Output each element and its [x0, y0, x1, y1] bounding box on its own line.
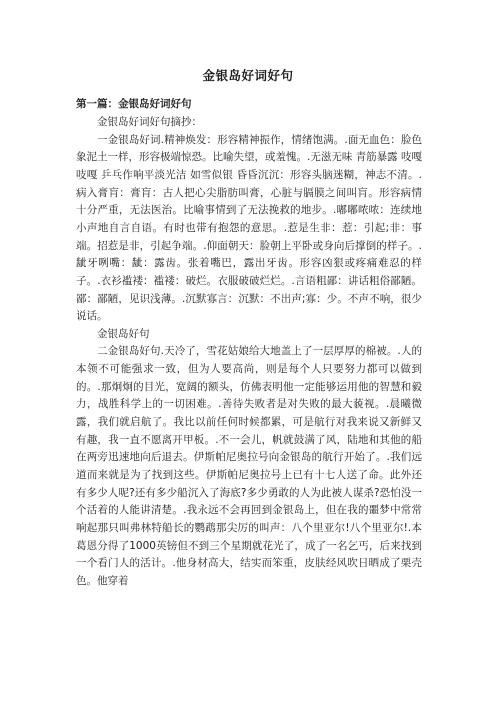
document-body — [76, 95, 422, 591]
words-paragraph: 一金银岛好词.精神焕发：形容精神振作，情绪饱满。.面无血色：脸色象泥土一样，形容极端惊恐。比喻失望，或羞愧。.无滋无味 青筋暴露 吱嘎吱嘎 乒乓作响平淡光洁 如雪似银 昏昏沉沉：形容头脑迷糊，神志不清。.病入膏肓：膏肓：古人把心尖脂肪叫膏，心脏与膈膜之间叫肓。形容病情十分严重，无法医治。比喻事情到了无法挽救的地步。.嘟嘟哝哝：连续地小声地自言自语。有时也带有抱怨的意思。.惹是生非：惹：引起;非：事端。招惹是非，引起争端。.仰面朝天：脸朝上平卧或身向后撑倒的样子。.龇牙咧嘴：龇：露齿。张着嘴巴，露出牙齿。形容凶狠或疼痛难忍的样子。.衣衫褴褛：褴褛：破烂。衣服破破烂烂。.言语粗鄙：讲话粗俗鄙陋。鄙：鄙陋，见识浅薄。.沉默寡言：沉默：不出声;寡：少。不声不响，很少说话。 — [76, 133, 423, 323]
sentences-subheading: 金银岛好句 — [97, 327, 150, 340]
section-heading: 第一篇：金银岛好词好句 — [76, 98, 192, 110]
section-subheading: 金银岛好词好句摘抄： — [97, 116, 202, 128]
document-title: 金银岛好词好句 — [202, 68, 294, 83]
sentences-paragraph: 二金银岛好句.天冷了，雪花姑娘给大地盖上了一层厚厚的棉被。.人的本领不可能强求一致，但为人要高尚，则是每个人只要努力都可以做到的。.那炯炯的目光，宽阔的额头，仿佛表明他一定能够运用他的智慧和毅力，战胜科学上的一切困难。.善待失败者是对失败的最大藐视。.晨曦微露，我们就启航了。我比以前任何时候都累，可是航行对我来说又新鲜又有趣，我一直不愿离开甲板。.不一会儿，帆就鼓满了风，陆地和其他的船在两旁迅速地向后退去。伊斯帕尼奥拉号向金银岛的航行开始了。.我们远道而来就是为了找到这些。伊斯帕尼奥拉号上已有十七人送了命。此外还有多少人呢?还有多少船沉入了海底?多少勇敢的人为此被人谋杀?恐怕没一个活着的人能讲清楚。.我永远不会再回到金银岛上，但在我的噩梦中常常响起那只叫弗林特船长的鹦鹉那尖厉的叫声：八个里亚尔!八个里亚尔!.本葛恩分得了1000英镑但不到三个星期就花光了，成了一名乞丐，后来找到一个看门人的活计。.他身材高大，结实而笨重，皮肤经风吹日晒成了栗壳色。他穿着 — [76, 345, 422, 587]
